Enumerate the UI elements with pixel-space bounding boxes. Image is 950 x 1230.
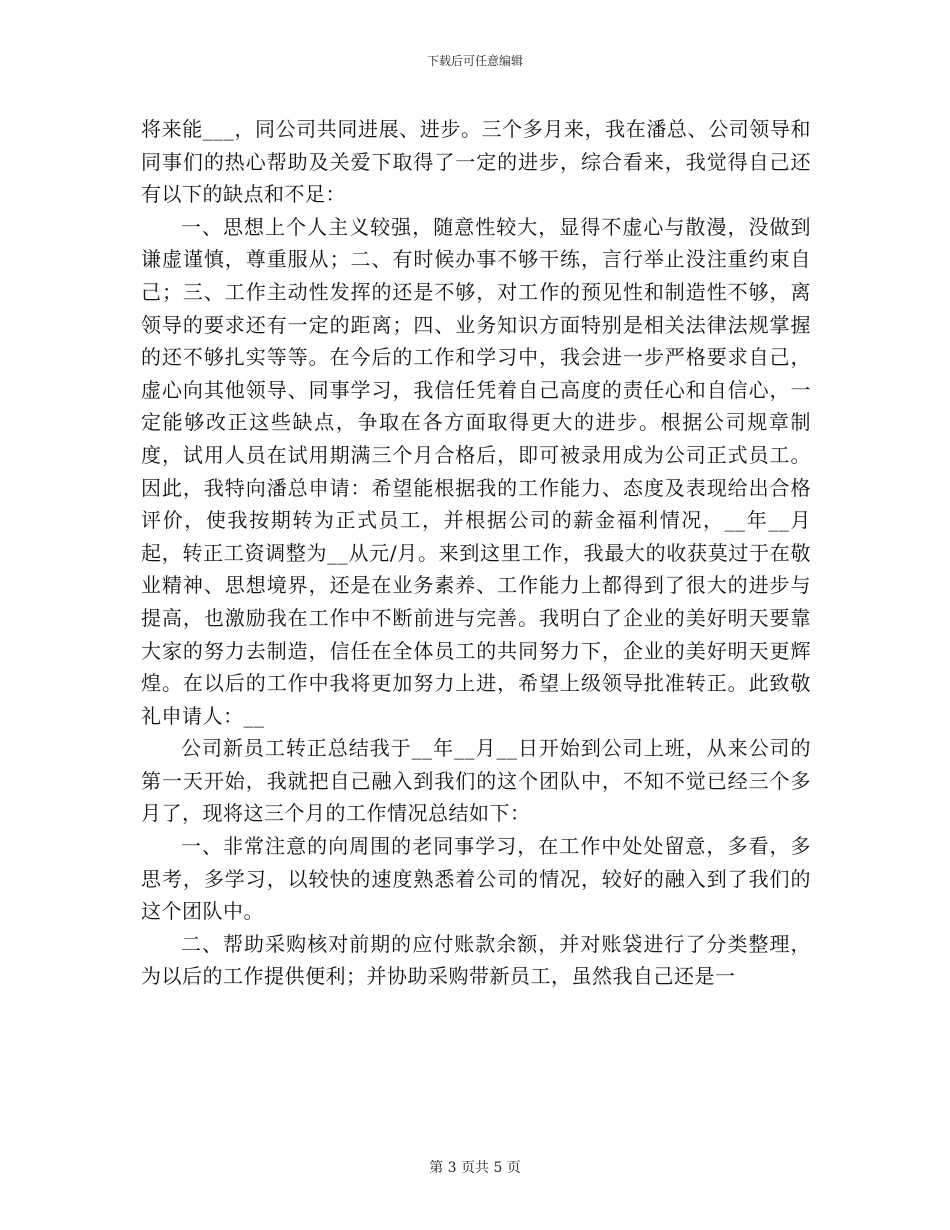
document-body — [141, 113, 811, 993]
paragraph-point-one: 一、非常注意的向周围的老同事学习，在工作中处处留意，多看，多思考，多学习，以较快的速度熟悉着公司的情况，较好的融入到了我们的这个团队中。 — [141, 834, 811, 924]
paragraph-point-two: 二、帮助采购核对前期的应付账款余额，并对账袋进行了分类整理，为以后的工作提供便利；并协助采购带新员工，虽然我自己还是一 — [141, 931, 811, 989]
page-footer: 第 3 页共 5 页 — [429, 1160, 521, 1176]
paragraph-shortcomings: 一、思想上个人主义较强，随意性较大，显得不虚心与散漫，没做到谦虚谨慎，尊重服从；二、有时候办事不够干练，言行举止没注重约束自己；三、工作主动性发挥的还是不够，对工作的预见性和制造性不够，离领导的要求还有一定的距离；四、业务知识方面特别是相关法律法规掌握的还不够扎实等等。在今后的工作和学习中，我会进一步严格要求自己，虚心向其他领导、同事学习，我信任凭着自己高度的责任心和自信心，一定能够改正这些缺点，争取在各方面取得更大的进步。根据公司规章制度，试用人员在试用期满三个月合格后，即可被录用成为公司正式员工。因此，我特向潘总申请：希望能根据我的工作能力、态度及表现给出合格评价，使我按期转为正式员工，并根据公司的薪金福利情况，__年__月起，转正工资调整为__从元/月。来到这里工作，我最大的收获莫过于在敬业精神、思想境界，还是在业务素养、工作能力上都得到了很大的进步与提高，也激励我在工作中不断前进与完善。我明白了企业的美好明天要靠大家的努力去制造，信任在全体员工的共同努力下，企业的美好明天更辉煌。在以后的工作中我将更加努力上进，希望上级领导批准转正。此致敬礼申请人：__ — [141, 214, 811, 728]
page-header: 下载后可任意编辑 — [426, 54, 523, 68]
paragraph-continuation: 将来能___，同公司共同进展、进步。三个多月来，我在潘总、公司领导和同事们的热心帮助及关爱下取得了一定的进步，综合看来，我觉得自己还有以下的缺点和不足： — [141, 117, 811, 207]
paragraph-summary-intro: 公司新员工转正总结我于__年__月__日开始到公司上班，从来公司的第一天开始，我就把自己融入到我们的这个团队中，不知不觉已经三个多月了，现将这三个月的工作情况总结如下： — [141, 736, 811, 826]
